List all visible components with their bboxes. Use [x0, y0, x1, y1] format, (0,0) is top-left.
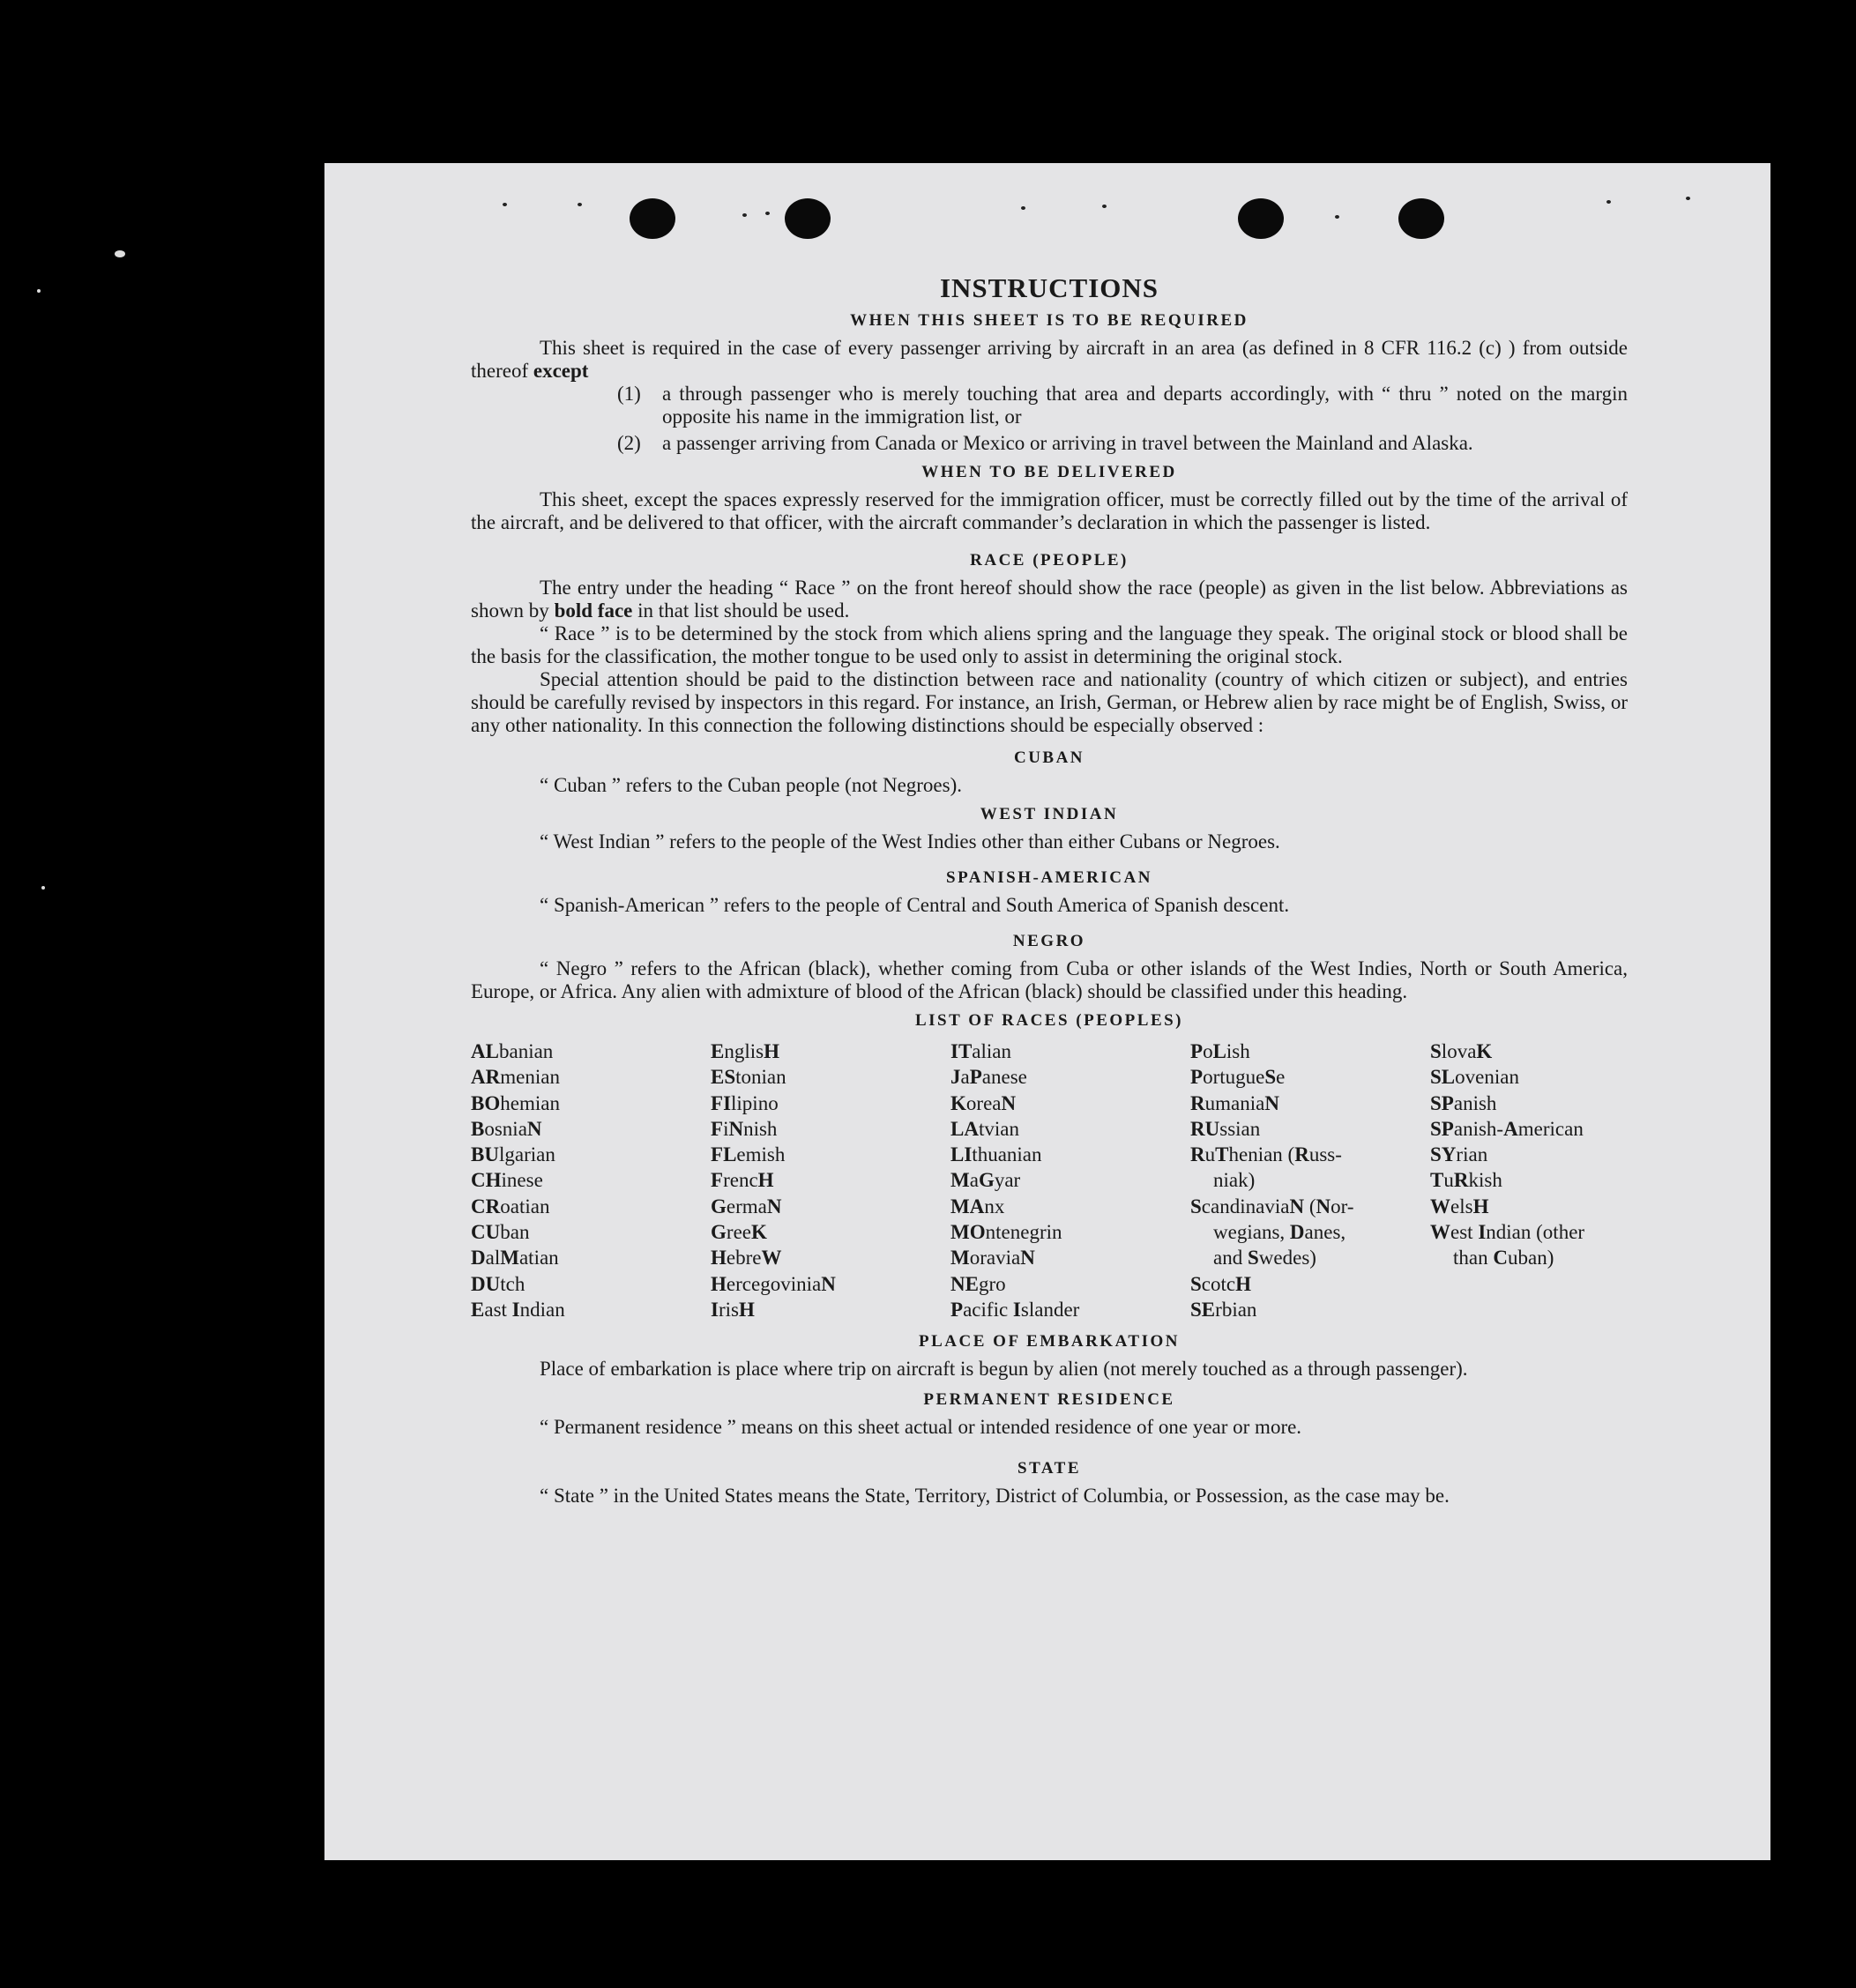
race-entry: EnglisH: [711, 1040, 779, 1062]
race-entry: TuRkish: [1430, 1169, 1502, 1192]
race-entry: SErbian: [1190, 1298, 1257, 1321]
races-column: [950, 1039, 1190, 1322]
punch-hole: [1398, 198, 1444, 239]
item-number: (2): [617, 432, 641, 454]
race-entry: Pacific Islander: [950, 1298, 1080, 1321]
races-column: [471, 1039, 711, 1322]
item-text: a passenger arriving from Canada or Mexico or arriving in travel between the Mainland and Alaska.: [662, 432, 1473, 454]
race-entry: RumaniaN: [1190, 1091, 1279, 1114]
race-entry-continued: niak): [1213, 1169, 1256, 1192]
heading-negro: NEGRO: [1012, 932, 1086, 950]
race-entry: SPanish-American: [1430, 1117, 1584, 1140]
race-entry: CHinese: [471, 1169, 543, 1192]
list-item: [471, 383, 1628, 428]
heading-state: STATE: [1017, 1459, 1081, 1478]
race-entry: MAnx: [950, 1195, 1005, 1217]
race-entry: LAtvian: [950, 1117, 1019, 1140]
race-entry: East Indian: [471, 1298, 565, 1321]
except-word: except: [533, 360, 589, 382]
race-entry: BosniaN: [471, 1117, 542, 1140]
race-entry: NEgro: [950, 1272, 1006, 1295]
punch-hole: [785, 198, 831, 239]
heading-residence: PERMANENT RESIDENCE: [923, 1390, 1175, 1410]
race-entry: BOhemian: [471, 1091, 560, 1114]
race-entry: ITalian: [950, 1040, 1012, 1062]
race-entry: CUban: [471, 1221, 530, 1244]
race-entry: SYrian: [1430, 1143, 1488, 1166]
race-entry: HercegoviniaN: [711, 1272, 836, 1295]
race-entry: GreeK: [711, 1221, 767, 1244]
heading-race: RACE (PEOPLE): [970, 551, 1129, 570]
scan-dot: [578, 203, 582, 206]
race-entry-continued: than Cuban): [1453, 1247, 1554, 1269]
spanish-american-text: “ Spanish-American ” refers to the people of Central and South America of Spanish descent.: [540, 894, 1290, 916]
race-entry: SPanish: [1430, 1091, 1497, 1114]
race-entry: BUlgarian: [471, 1143, 555, 1166]
race-entry: HebreW: [711, 1247, 782, 1269]
scan-speck: [37, 289, 41, 293]
race-entry: FrencH: [711, 1169, 774, 1192]
heading-embarkation: PLACE OF EMBARKATION: [919, 1332, 1180, 1351]
race-entry: ScotcH: [1190, 1272, 1252, 1295]
race-entry: PoLish: [1190, 1040, 1250, 1062]
when-delivered-text: This sheet, except the spaces expressly reserved for the immigration officer, must be correctly filled out by the time of the arrival of the aircraft, and be delivered to that officer, with the aircraft commander’s declaration in which the passenger is listed.: [471, 488, 1628, 533]
race-entry: FiNnish: [711, 1117, 778, 1140]
race-entry: WelsH: [1430, 1195, 1489, 1217]
races-table: [471, 1039, 1628, 1322]
race-entry: LIthuanian: [950, 1143, 1042, 1166]
race-entry: ALbanian: [471, 1040, 554, 1062]
heading-when-required: WHEN THIS SHEET IS TO BE REQUIRED: [850, 311, 1249, 330]
race-entry: IrisH: [711, 1298, 755, 1321]
race-entry: SlovaK: [1430, 1040, 1493, 1062]
race-entry: GermaN: [711, 1195, 782, 1217]
state-text: “ State ” in the United States means the State, Territory, District of Columbia, or Possession, as the case may be.: [540, 1485, 1450, 1508]
residence-text: “ Permanent residence ” means on this sheet actual or intended residence of one year or more.: [540, 1416, 1302, 1439]
scan-dot: [1686, 197, 1690, 200]
scan-dot: [765, 212, 770, 215]
instructions-body: [471, 273, 1628, 1508]
race-paragraph-2: “ Race ” is to be determined by the stock from which aliens spring and the language they speak. The original stock or blood shall be the basis for the classification, the mother tongue to be used only to assist in determining the original stock.: [471, 622, 1628, 667]
race-entry: KoreaN: [950, 1091, 1017, 1114]
scan-speck: [115, 250, 125, 257]
cuban-text: “ Cuban ” refers to the Cuban people (not Negroes).: [540, 774, 963, 796]
race-entry: ScandinaviaN (Nor-: [1190, 1195, 1354, 1217]
race-entry: West Indian (other: [1430, 1221, 1585, 1244]
instruction-sheet: [324, 163, 1770, 1860]
scan-dot: [742, 213, 747, 217]
race-entry: DUtch: [471, 1272, 525, 1295]
punch-hole: [630, 198, 675, 239]
races-column: [1190, 1039, 1430, 1322]
negro-text: “ Negro ” refers to the African (black), whether coming from Cuba or other islands of the West Indies, North or South America, Europe, or Africa. Any alien with admixture of blood of the African (black) should be classified under this heading.: [471, 957, 1628, 1002]
embarkation-text: Place of embarkation is place where trip on aircraft is begun by alien (not merely touched as a through passenger).: [540, 1358, 1468, 1381]
page-title: INSTRUCTIONS: [939, 272, 1159, 303]
races-column: [711, 1039, 950, 1322]
heading-when-delivered: WHEN TO BE DELIVERED: [921, 463, 1177, 481]
race-entry: MoraviaN: [950, 1247, 1035, 1269]
race-entry: CRoatian: [471, 1195, 550, 1217]
race-entry-continued: wegians, Danes,: [1213, 1221, 1346, 1244]
heading-list-of-races: LIST OF RACES (PEOPLES): [914, 1011, 1184, 1030]
heading-cuban: CUBAN: [1013, 748, 1085, 767]
item-number: (1): [617, 383, 641, 405]
race-entry: ARmenian: [471, 1066, 560, 1089]
race-paragraph-1: The entry under the heading “ Race ” on the front hereof should show the race (people) as given in the list below. Abbreviations as shown by bold face in that list should be used.: [471, 577, 1628, 622]
race-entry: RuThenian (Russ-: [1190, 1143, 1342, 1166]
race-entry: EStonian: [711, 1066, 786, 1089]
list-item: [471, 432, 1628, 455]
item-text: a through passenger who is merely touching that area and departs accordingly, with “ thru ” noted on the margin opposite his name in the immigration list, or: [662, 383, 1628, 428]
race-entry: MaGyar: [950, 1169, 1021, 1192]
race-entry: DalMatian: [471, 1247, 559, 1269]
race-entry: FIlipino: [711, 1091, 779, 1114]
heading-spanish-american: SPANISH-AMERICAN: [946, 868, 1152, 887]
race-entry: RUssian: [1190, 1117, 1261, 1140]
race-entry: FLemish: [711, 1143, 786, 1166]
race-entry: JaPanese: [950, 1066, 1027, 1089]
west-indian-text: “ West Indian ” refers to the people of the West Indies other than either Cubans or Negroes.: [540, 830, 1280, 853]
race-entry: MOntenegrin: [950, 1221, 1062, 1244]
when-required-intro: This sheet is required in the case of every passenger arriving by aircraft in an area (as defined in 8 CFR 116.2 (c) ) from outside thereof except: [471, 337, 1628, 382]
race-entry: PortugueSe: [1190, 1066, 1286, 1089]
race-entry-continued: and Swedes): [1213, 1247, 1316, 1269]
scan-dot: [1606, 200, 1611, 204]
race-entry: SLovenian: [1430, 1066, 1519, 1089]
bold-face-phrase: bold face: [554, 599, 633, 622]
scan-dot: [503, 203, 507, 206]
scan-dot: [1335, 215, 1339, 219]
scan-dot: [1102, 205, 1107, 208]
races-column: [1430, 1039, 1628, 1322]
race-paragraph-3: Special attention should be paid to the distinction between race and nationality (country of which citizen or subject), and entries should be carefully revised by inspectors in this regard. For instance, an Irish, German, or Hebrew alien by race might be of English, Swiss, or any other nationality. In this connection the following distinctions should be especially observed :: [471, 668, 1628, 736]
scan-speck: [41, 886, 45, 890]
punch-hole: [1238, 198, 1284, 239]
heading-west-indian: WEST INDIAN: [980, 805, 1119, 823]
scan-dot: [1021, 206, 1025, 210]
